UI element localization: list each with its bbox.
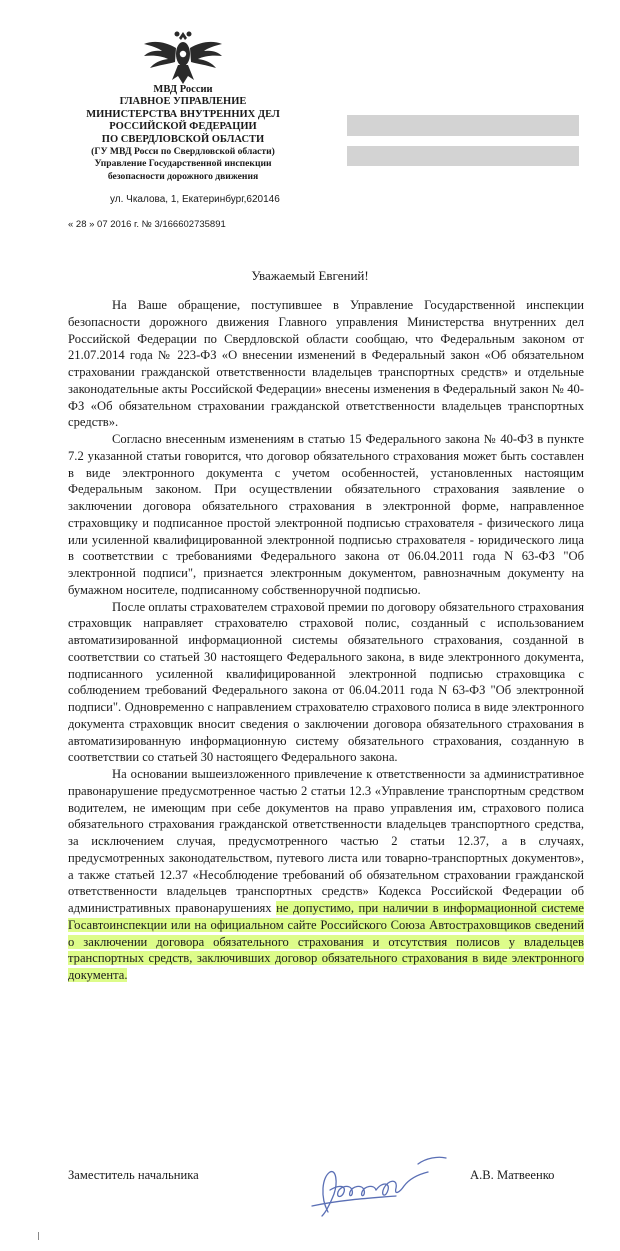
handwritten-signature xyxy=(300,1142,460,1222)
greeting: Уважаемый Евгений! xyxy=(251,268,369,283)
header-line: (ГУ МВД Росси по Свердловской области) xyxy=(91,146,275,158)
header-line: МИНИСТЕРСТВА ВНУТРЕННИХ ДЕЛ xyxy=(86,108,280,120)
signer-name: А.В. Матвеенко xyxy=(470,1168,555,1182)
paragraph-conclusion xyxy=(68,766,584,984)
signer-position: Заместитель начальника xyxy=(68,1168,199,1182)
scan-mark xyxy=(38,1232,39,1240)
header-line: ГЛАВНОЕ УПРАВЛЕНИЕ xyxy=(119,96,247,108)
paragraph: Согласно внесенным изменениям в статью 15 Федерального закона № 40-ФЗ в пункте 7.2 указанной статьи говорится, что договор обязательного страхования может быть составлен в виде электронного документа с учетом особенностей, установленных настоящим Федеральным законом. При осуществлении обязательного страхования заявление о заключении договора обязательного страхования в электронной форме, направленное страховщику и подписанное простой электронной подписью страхователя - физического лица или усиленной квалифицированной электронной подписью страхователя - юридического лица в соответствии с требованиями Федерального закона от 06.04.2011 года N 63-ФЗ "Об электронной подписи", признается электронным документом, равнозначным документу на бумажном носителе, подписанному собственноручной подписью. xyxy=(68,432,584,597)
letter-body xyxy=(68,297,584,984)
department-header xyxy=(60,84,306,183)
eagle-emblem-icon xyxy=(142,24,224,86)
paragraph: На Ваше обращение, поступившее в Управление Государственной инспекции безопасности дорожного движения Главного управления Министерства внутренних дел Российской Федерации по Свердловской области сообщаю, что Федеральным законом от 21.07.2014 года № 223-ФЗ «О внесении изменений в Федеральный закон «Об обязательном страховании гражданской ответственности владельцев транспортных средств» и отдельные законодательные акты Российской Федерации» внесены изменения в Федеральный закон № 40-ФЗ «Об обязательном страховании гражданской ответственности владельцев транспортных средств». xyxy=(68,298,584,430)
header-line: МВД России xyxy=(153,84,213,95)
date-and-number: « 28 » 07 2016 г. № 3/166602735891 xyxy=(68,219,226,230)
address: ул. Чкалова, 1, Екатеринбург,620146 xyxy=(110,194,280,205)
highlighted-text: не допустимо, при наличии в информационной системе Госавтоинспекции или на официальном сайте Российского Союза Автостраховщиков сведений о заключении договора обязательного страхования и отсутствия полисов у владельцев транспортных средств, заключивших договор обязательного страхования в виде электронного документа. xyxy=(68,901,585,982)
header-line: РОССИЙСКОЙ ФЕДЕРАЦИИ xyxy=(109,121,257,133)
header-line: безопасности дорожного движения xyxy=(107,170,259,182)
header-line: ПО СВЕРДЛОВСКОЙ ОБЛАСТИ xyxy=(101,133,265,145)
redacted-recipient-line xyxy=(347,146,579,166)
redacted-recipient-line xyxy=(347,115,579,136)
header-line: Управление Государственной инспекции xyxy=(94,158,272,170)
paragraph: После оплаты страхователем страховой премии по договору обязательного страхования страховщик направляет страхователю страховой полис, созданный с использованием автоматизированной информационной системы обязательного страхования, созданной в соответствии со статьей 30 настоящего Федерального закона, в виде электронного документа, подписанного усиленной квалифицированной электронной подписью страховщика с соблюдением требований Федерального закона от 06.04.2011 года N 63-ФЗ "Об электронной подписи". Одновременно с направлением страхователю страхового полиса в виде электронного документа страховщик вносит сведения о заключении договора обязательного страхования в автоматизированную информационную систему обязательного страхования, созданную в соответствии со статьей 30 настоящего Федерального закона. xyxy=(68,599,584,765)
conclusion-text: На основании вышеизложенного привлечение к ответственности за административное правонарушение предусмотренное частью 2 статьи 12.3 «Управление транспортным средством водителем, не имеющим при себе документов на право управления им, страхового полиса обязательного страхования гражданской ответственности владельцев транспортного средства, за исключением случая, предусмотренного частью 2 статьи 12.37, а в случаях, предусмотренных законодательством, путевого листа или товарно-транспортных документов», а также статьей 12.37 «Несоблюдение требований об обязательном страховании гражданской ответственности владельцев транспортных средств» Кодекса Российской Федерации об административных правонарушениях xyxy=(68,767,584,915)
